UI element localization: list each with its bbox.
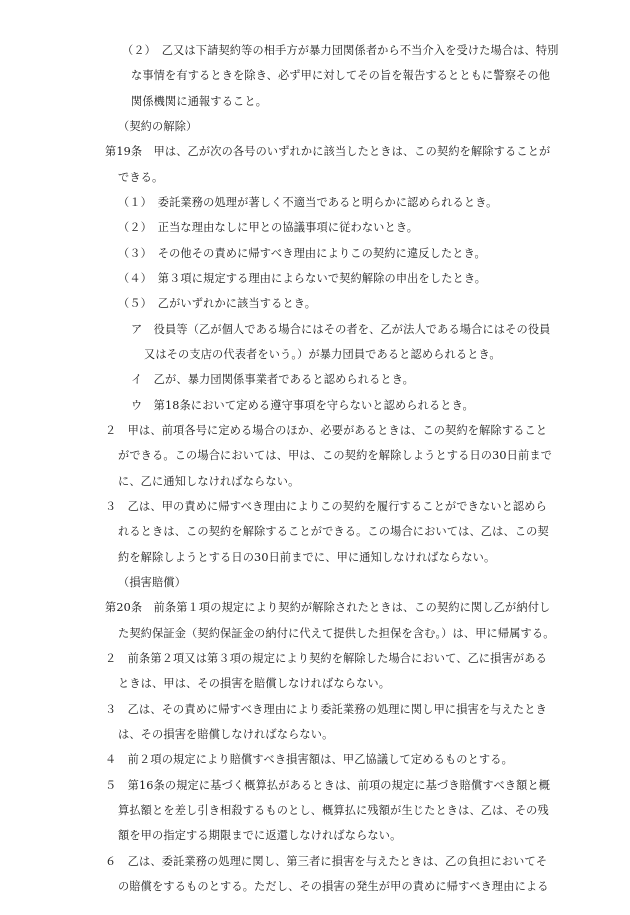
article-19-cont: できる。 [118,171,164,184]
article-19-para-3-cont: 約を解除しようとする日の30日前までに、甲に通知しなければならない。 [118,551,496,564]
section-heading-termination: （契約の解除） [118,120,198,133]
article-19-item-1: （１） 委託業務の処理が著しく不適当であると明らかに認められるとき。 [118,196,498,209]
article-19-title: 第19条 甲は、乙が次の各号のいずれかに該当したときは、この契約を解除することが [105,145,551,158]
clause-18-item-2-cont: 関係機関に通報すること。 [131,95,268,108]
article-20-para-6: ６ 乙は、委託業務の処理に関し、第三者に損害を与えたときは、乙の負担においてそ [105,855,548,868]
article-20-para-3: ３ 乙は、その責めに帰すべき理由により委託業務の処理に関し甲に損害を与えたとき [105,703,547,716]
article-20-para-2: ２ 前条第２項又は第３項の規定により契約を解除した場合において、乙に損害がある [105,652,547,665]
article-19-item-3: （３） その他その責めに帰すべき理由によりこの契約に違反したとき。 [118,247,486,260]
article-20-para-2-cont: ときは、甲は、その損害を賠償しなければならない。 [118,677,391,690]
article-19-para-2: ２ 甲は、前項各号に定める場合のほか、必要があるときは、この契約を解除すること [105,424,548,437]
article-19-item-4: （４） 第３項に規定する理由によらないで契約解除の申出をしたとき。 [118,272,487,285]
article-19-para-3-cont: れるときは、この契約を解除することができる。この場合においては、乙は、この契 [118,525,549,538]
article-19-para-2-cont: ができる。この場合においては、甲は、この契約を解除しようとする日の30日前まで [118,449,553,462]
article-20-para-5: ５ 第16条の規定に基づく概算払があるときは、前項の規定に基づき賠償すべき額と概 [105,779,551,792]
article-20-para-6-cont: の賠償をするものとする。ただし、その損害の発生が甲の責めに帰すべき理由による [118,880,549,893]
article-20-para-5-cont: 算払額とを差し引き相殺するものとし、概算払に残額が生じたときは、乙は、その残 [118,804,549,817]
article-19-item-2: （２） 正当な理由なしに甲との協議事項に従わないとき。 [118,221,419,234]
clause-18-item-2: （２） 乙又は下請契約等の相手方が暴力団関係者から不当介入を受けた場合は、特別 [122,44,559,57]
article-19-item-5-u: ウ 第18条において定める遵守事項を守らないと認められるとき。 [131,399,474,412]
article-19-para-2-cont: に、乙に通知しなければならない。 [118,475,300,488]
article-20-cont: た契約保証金（契約保証金の納付に代えて提供した担保を含む。）は、甲に帰属する。 [118,627,555,640]
article-19-item-5: （５） 乙がいずれかに該当するとき。 [118,297,317,310]
article-19-item-5-a-cont: 又はその支店の代表者をいう。）が暴力団員であると認められるとき。 [144,348,501,361]
article-19-item-5-a: ア 役員等（乙が個人である場合にはその者を、乙が法人である場合にはその役員 [131,323,551,336]
article-20-para-3-cont: は、その損害を賠償しなければならない。 [118,728,334,741]
article-20-para-5-cont: 額を甲の指定する期限までに返還しなければならない。 [118,829,402,842]
article-20-title: 第20条 前条第１項の規定により契約が解除されたときは、この契約に関し乙が納付し [105,601,551,614]
article-19-para-3: ３ 乙は、甲の責めに帰すべき理由によりこの契約を履行することができないと認めら [105,500,547,513]
section-heading-damages: （損害賠償） [118,576,187,589]
clause-18-item-2-cont: な事情を有するときを除き、必ず甲に対してその旨を報告するとともに警察その他 [131,69,551,82]
article-19-item-5-i: イ 乙が、暴力団関係事業者であると認められるとき。 [131,373,414,386]
article-20-para-4: ４ 前２項の規定により賠償すべき損害額は、甲乙協議して定めるものとする。 [105,753,513,766]
